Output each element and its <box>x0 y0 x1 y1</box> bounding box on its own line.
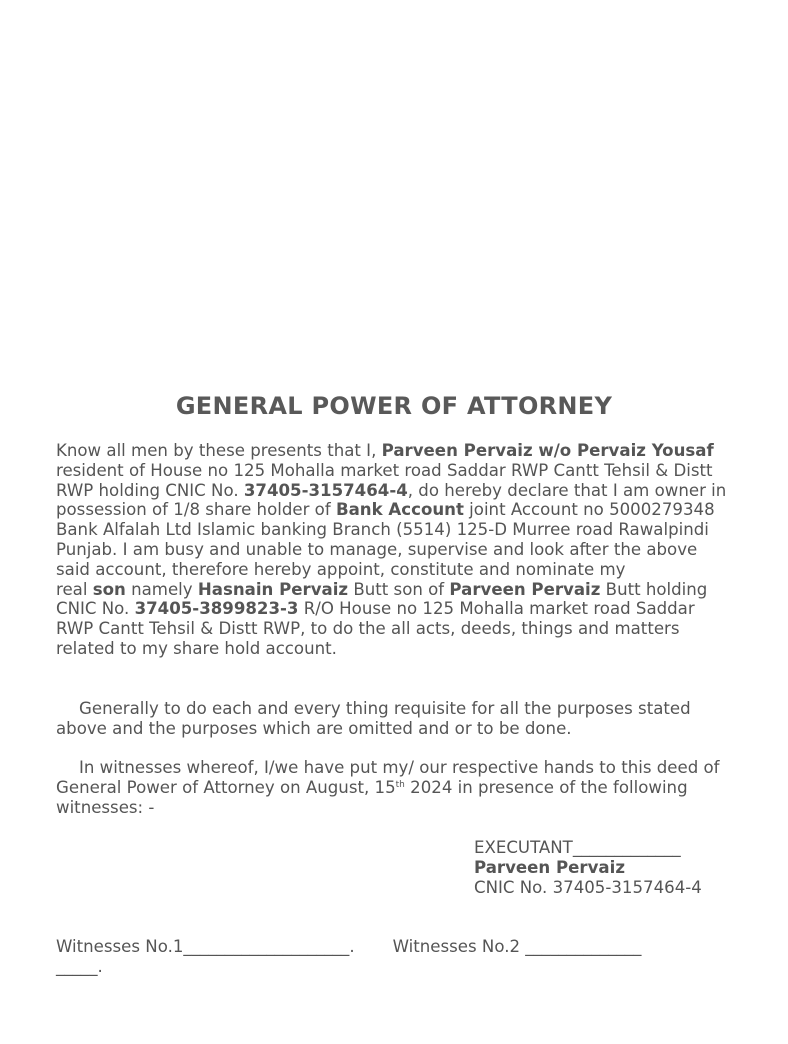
attorney-name: Hasnain Pervaiz <box>197 579 349 599</box>
document-title: GENERAL POWER OF ATTORNEY <box>175 392 613 420</box>
executant-block <box>474 838 774 897</box>
executant-name-text: Parveen Pervaiz <box>474 857 625 877</box>
para1-text-1: Know all men by these presents that I, <box>56 441 382 460</box>
witnesses-block <box>56 937 732 977</box>
para1-text-6: namely <box>125 579 198 599</box>
parent-name: Parveen Pervaiz <box>449 579 601 599</box>
para1-text-7: Butt son of <box>348 579 450 599</box>
executant-name <box>474 858 774 878</box>
witness-signature-lines <box>56 937 732 957</box>
executant-cnic: CNIC No. 37405-3157464-4 <box>474 877 702 897</box>
declaration-paragraph <box>56 441 732 659</box>
para3-text-1: In witnesses whereof, I/we have put my/ our respective hands to this deed of General Power of Attorney on August, 15 <box>56 758 720 797</box>
date-suffix: th <box>395 779 405 790</box>
witness-paragraph <box>56 758 732 817</box>
bank-account-label: Bank Account <box>335 500 464 520</box>
executant-signature-line: EXECUTANT_____________ <box>474 838 681 857</box>
witness-2-line: Witnesses No.2 ______________ <box>392 937 642 956</box>
para1-text-8: Butt holding CNIC No. <box>56 579 708 619</box>
grantor-cnic: 37405-3157464-4 <box>243 480 408 500</box>
witness-1-line: Witnesses No.1____________________. <box>56 937 355 956</box>
son-label: son <box>92 579 126 599</box>
para1-text-4: joint Account no 5000279348 Bank Alfalah Ltd Islamic banking Branch (5514) 125-D Murree road Rawalpindi Punjab. I am busy and unable to manage, supervise and look after the above said account, therefore hereby appoint, constitute and nominate my <box>56 500 715 579</box>
para1-text-3: , do hereby declare that I am owner in possession of 1/8 share holder of <box>56 480 727 520</box>
para1-text-2: resident of House no 125 Mohalla market road Saddar RWP Cantt Tehsil & Distt RWP holding CNIC No. <box>56 460 713 500</box>
para2-text: Generally to do each and every thing requisite for all the purposes stated above and the purposes which are omitted and or to be done. <box>56 699 691 738</box>
purposes-paragraph <box>56 699 732 739</box>
para1-text-9: R/O House no 125 Mohalla market road Saddar RWP Cantt Tehsil & Distt RWP, to do the all acts, deeds, things and matters related to my share hold account. <box>56 599 695 658</box>
witness-2-line-continued: _____. <box>56 956 103 976</box>
para1-text-5: real <box>56 579 93 599</box>
para3-text-2: 2024 in presence of the following witnesses: - <box>56 777 688 817</box>
attorney-cnic: 37405-3899823-3 <box>134 599 299 619</box>
grantor-name: Parveen Pervaiz w/o Pervaiz Yousaf <box>381 441 714 460</box>
